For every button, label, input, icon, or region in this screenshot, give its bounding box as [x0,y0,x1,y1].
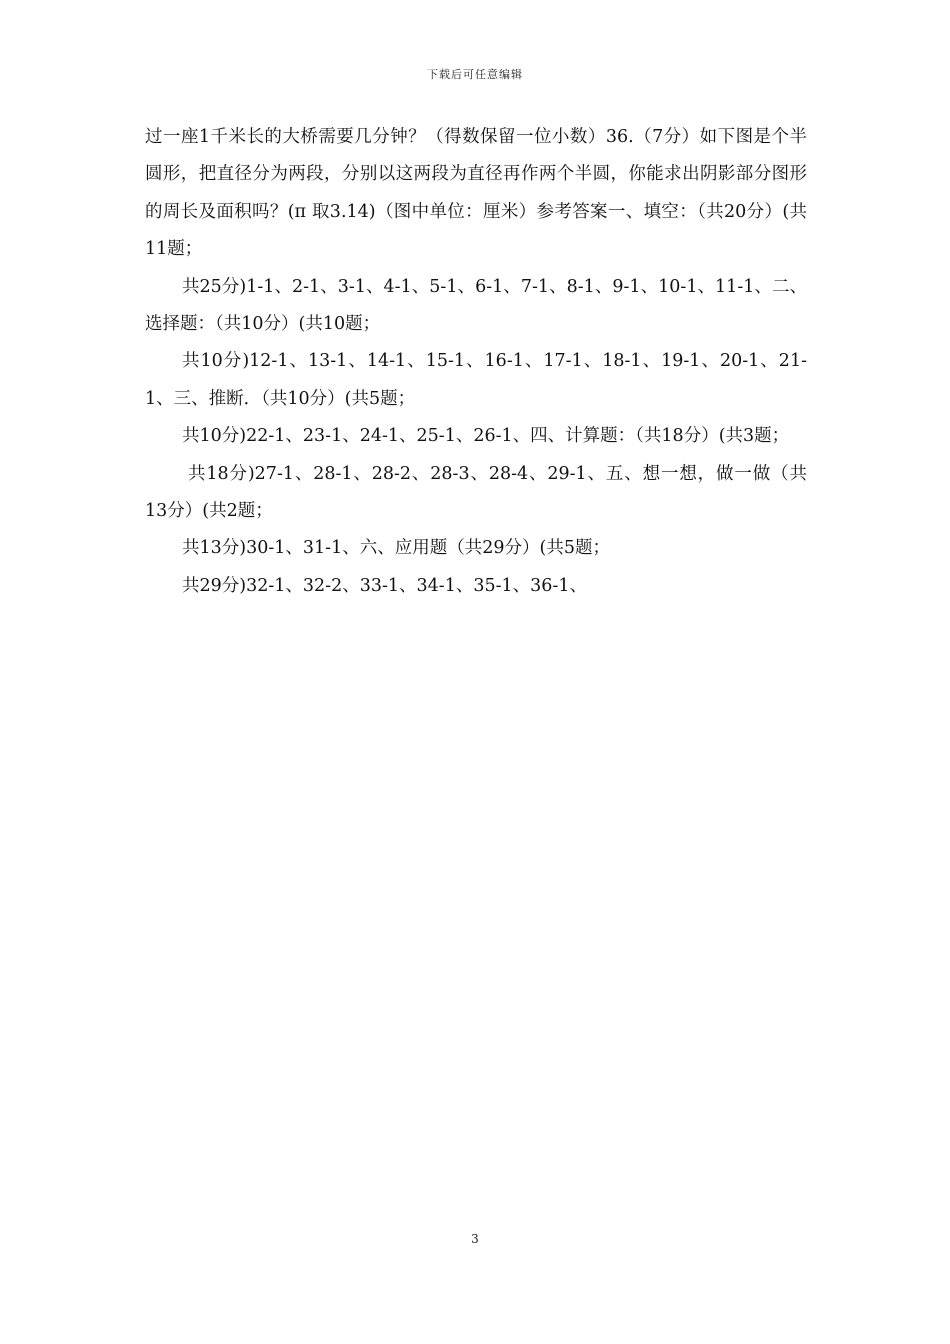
page-header: 下载后可任意编辑 [427,68,523,81]
page-number: 3 [471,1232,479,1246]
paragraph-answer-fill-in: 共25分)1-1、2-1、3-1、4-1、5-1、6-1、7-1、8-1、9-1、10-1、11-1、二、选择题：（共10分）(共10题； [145,276,807,335]
paragraph-answer-calculation: 共18分)27-1、28-1、28-2、28-3、28-4、29-1、五、想一想，做一做（共13分）(共2题； [145,463,807,522]
paragraph-answer-think: 共13分)30-1、31-1、六、应用题（共29分）(共5题； [182,538,610,559]
paragraph-question-continuation: 过一座1千米长的大桥需要几分钟？（得数保留一位小数）36.（7分）如下图是个半圆形，把直径分为两段，分别以这两段为直径再作两个半圆，你能求出阴影部分图形的周长及面积吗？(π 取3.14)（图中单位：厘米）参考答案一、填空：（共20分）(共11题； [145,127,807,260]
paragraph-answer-application: 共29分)32-1、32-2、33-1、34-1、35-1、36-1、 [182,575,587,596]
paragraph-answer-choice: 共10分)12-1、13-1、14-1、15-1、16-1、17-1、18-1、19-1、20-1、21-1、三、推断．（共10分）(共5题； [145,351,807,409]
paragraph-answer-judgement: 共10分)22-1、23-1、24-1、25-1、26-1、四、计算题：（共18分）(共3题； [182,426,790,447]
document-body [145,119,807,605]
